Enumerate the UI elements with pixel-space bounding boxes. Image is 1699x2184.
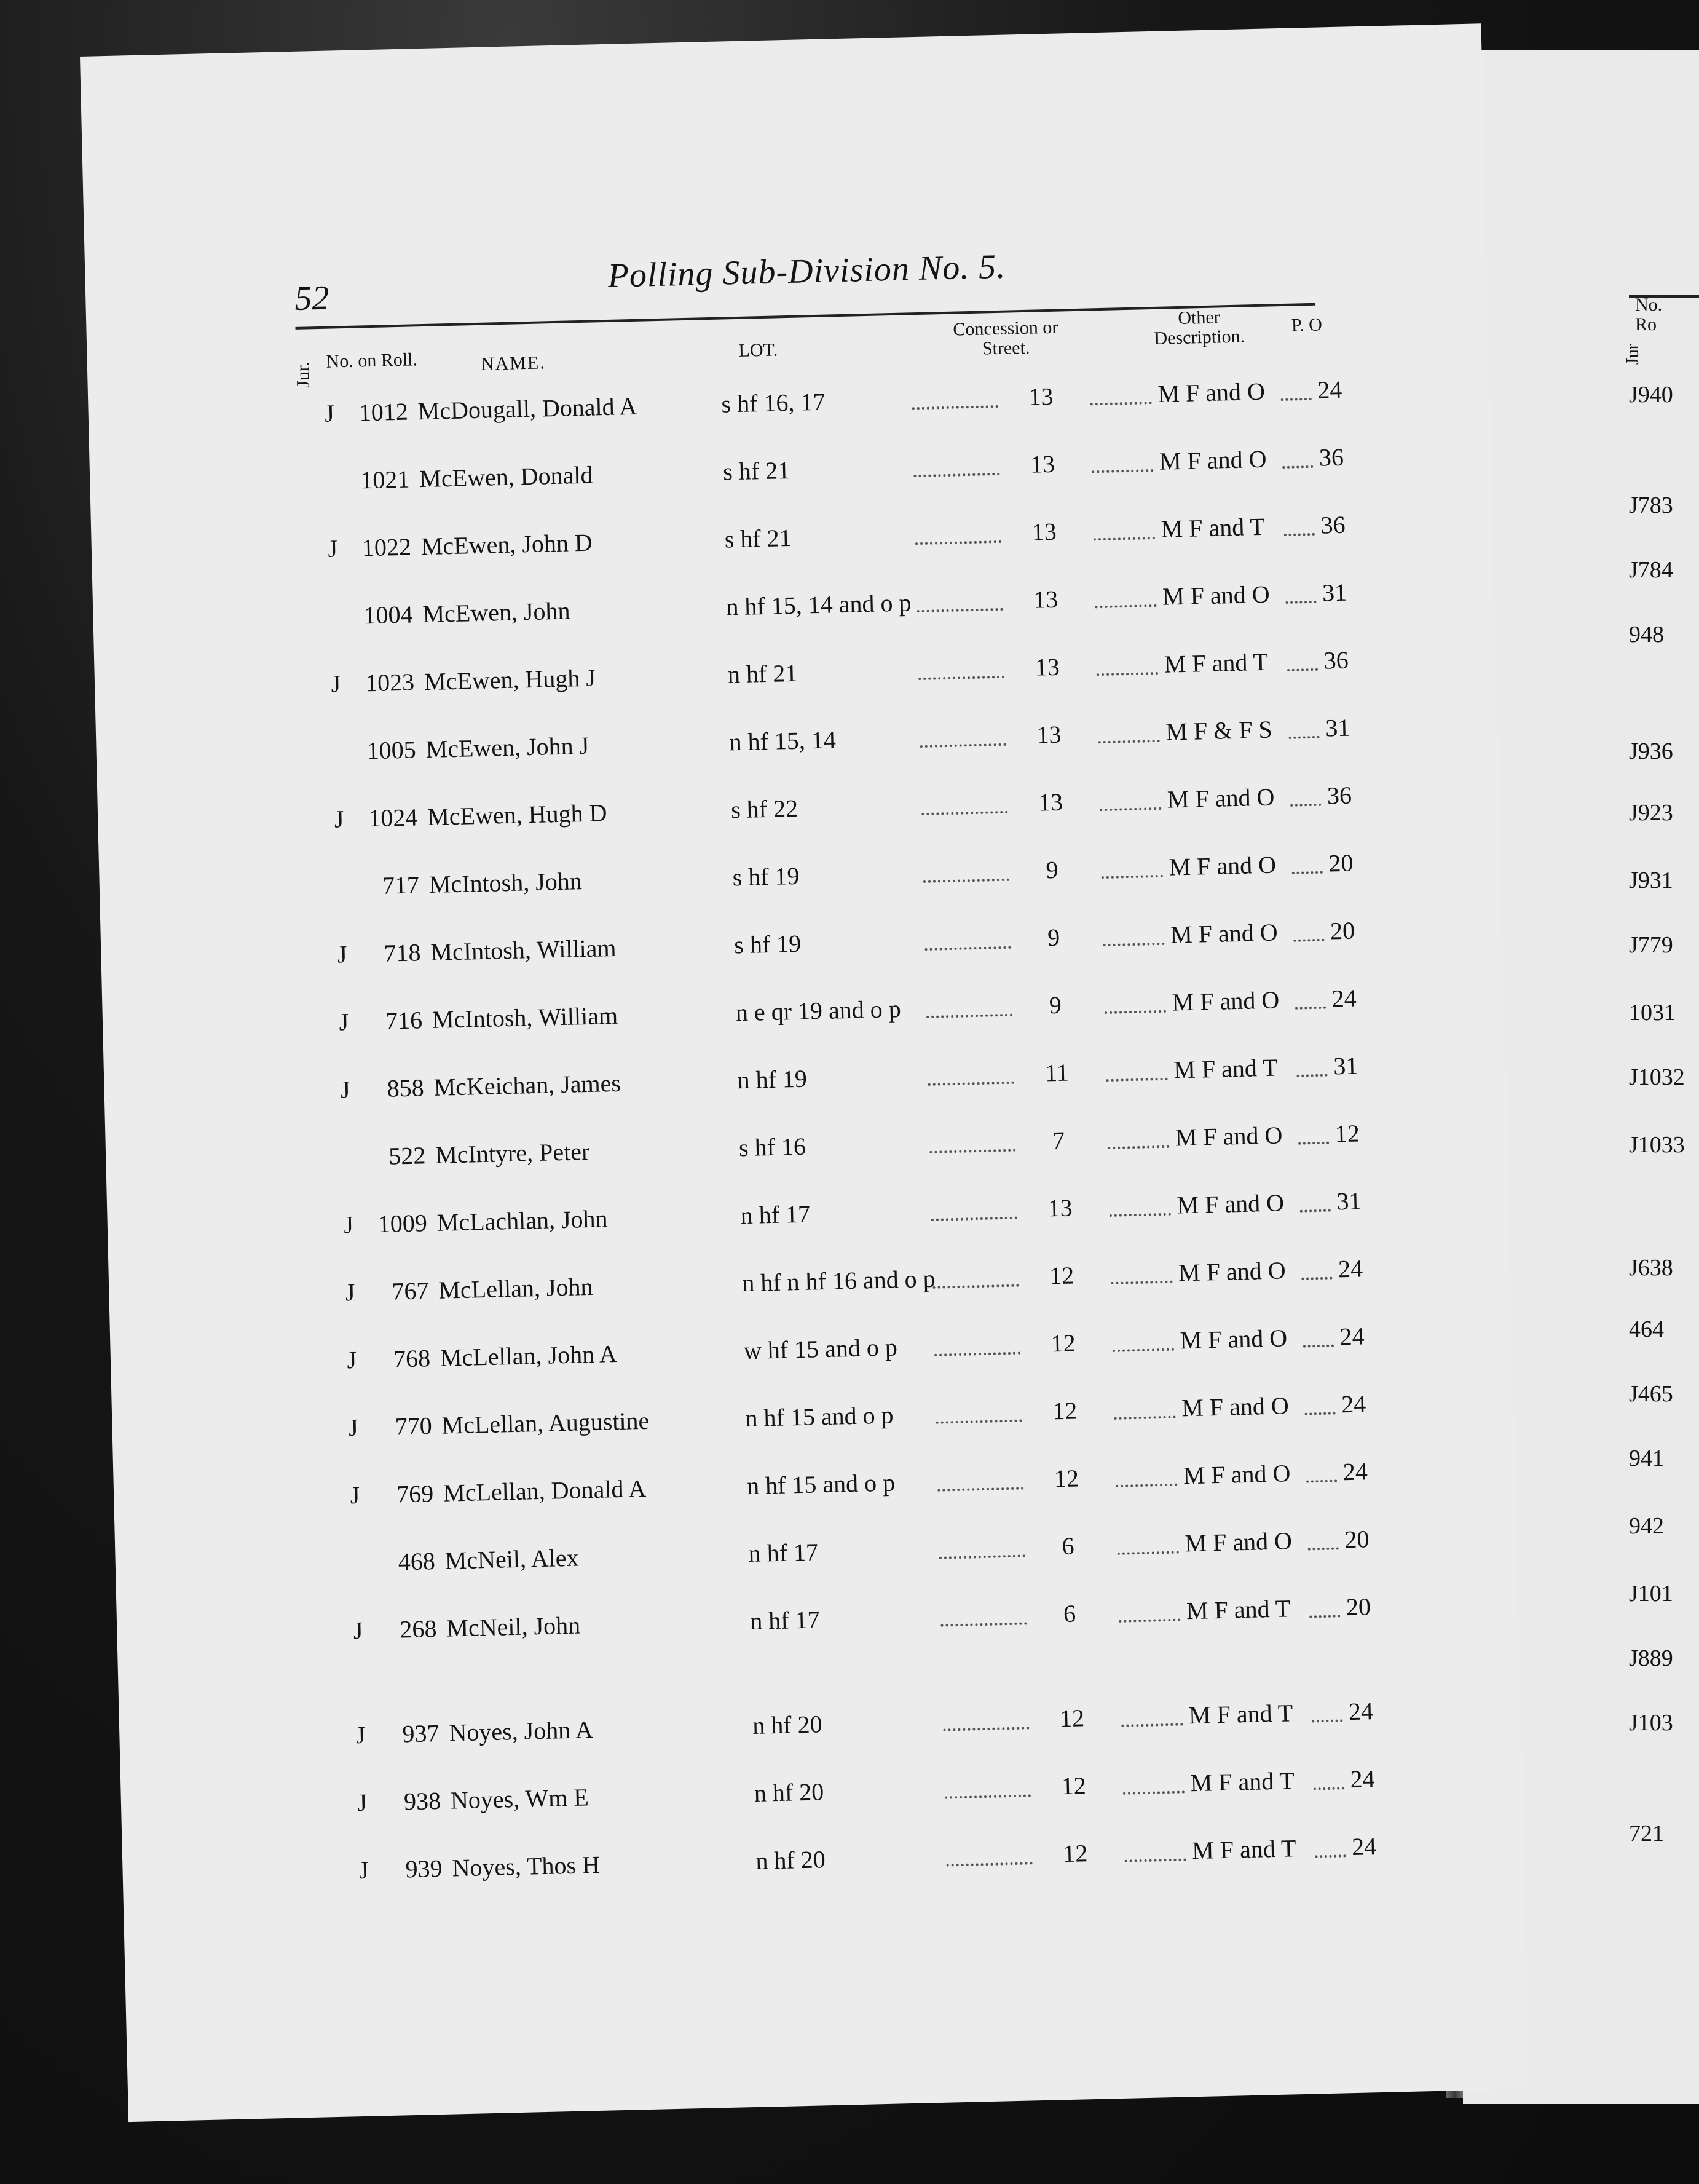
dot-leader: [1284, 533, 1315, 536]
roll-number-cell: 1023: [365, 668, 415, 697]
po-cell: 20: [1330, 916, 1355, 945]
po-cell: 36: [1320, 510, 1346, 539]
page-title: Polling Sub-Division No. 5.: [607, 247, 1006, 295]
table-row: [316, 1182, 1411, 1251]
lot-cell: n hf 19: [736, 1064, 808, 1094]
dot-leader: [1290, 804, 1321, 807]
table-row: [311, 979, 1406, 1048]
lot-cell: n hf 20: [752, 1710, 823, 1739]
facing-page-entry: 941: [1629, 1446, 1664, 1471]
facing-page-entry: 1031: [1629, 1000, 1676, 1026]
roll-number-cell: 858: [387, 1074, 425, 1102]
dot-leader: [1301, 1277, 1332, 1280]
roll-number-cell: 939: [405, 1854, 443, 1883]
description-cell: M F and O: [1176, 1189, 1285, 1219]
description-cell: M F and T: [1190, 1767, 1295, 1797]
jur-cell: J: [343, 1211, 354, 1239]
lot-cell: n hf 15, 14: [729, 726, 837, 756]
dot-leader: [1312, 1719, 1342, 1722]
jur-cell: J: [355, 1720, 366, 1749]
dot-leader: [1298, 1142, 1329, 1145]
name-cell: McEwen, John D: [420, 528, 593, 561]
dot-leader: [1306, 1479, 1337, 1482]
name-cell: McLellan, Donald A: [443, 1474, 647, 1507]
facing-page-entry: J784: [1629, 557, 1673, 583]
dot-leader: [1287, 668, 1318, 671]
jur-cell: J: [337, 940, 348, 968]
facing-page-entry: J101: [1629, 1581, 1673, 1607]
concession-cell: 7: [1052, 1126, 1065, 1155]
lot-cell: s hf 21: [722, 456, 790, 486]
jur-cell: J: [331, 670, 341, 698]
po-cell: 24: [1351, 1832, 1377, 1861]
concession-cell: 13: [1030, 449, 1055, 478]
description-cell: M F and O: [1157, 377, 1266, 408]
table-row: [326, 1587, 1421, 1656]
roll-number-cell: 937: [401, 1719, 440, 1748]
roll-number-cell: 938: [403, 1786, 441, 1816]
name-cell: McIntosh, William: [432, 1001, 618, 1034]
dot-leader: [917, 608, 1003, 612]
roll-number-cell: 770: [395, 1412, 433, 1441]
roll-number-cell: 1022: [361, 532, 412, 562]
roll-number-cell: 768: [393, 1344, 431, 1373]
dot-leader: [923, 879, 1009, 883]
column-header-lot: LOT.: [738, 339, 778, 361]
facing-page-entry: J779: [1629, 932, 1673, 958]
facing-page-entry: J940: [1629, 382, 1673, 408]
table-row: [315, 1114, 1409, 1183]
name-cell: Noyes, Wm E: [450, 1783, 589, 1814]
lot-cell: n hf 17: [748, 1538, 819, 1568]
roll-number-cell: 1004: [363, 600, 414, 630]
po-cell: 24: [1341, 1390, 1366, 1418]
column-header-description: Other Description.: [1154, 307, 1245, 349]
dot-leader: [1111, 1281, 1172, 1284]
concession-cell: 13: [1047, 1193, 1073, 1222]
concession-cell: 13: [1033, 585, 1058, 614]
facing-page-entry: J465: [1629, 1381, 1673, 1407]
lot-cell: n hf 15, 14 and o p: [725, 588, 912, 621]
table-row: [319, 1316, 1414, 1385]
table-row: [329, 1759, 1424, 1828]
description-cell: M F and T: [1173, 1053, 1279, 1084]
dot-leader: [925, 946, 1011, 951]
jur-cell: J: [324, 399, 335, 427]
table-row: [300, 505, 1395, 574]
table-row: [303, 641, 1398, 710]
concession-cell: 12: [1054, 1464, 1079, 1493]
facing-page-entry: 721: [1629, 1821, 1664, 1846]
table-row: [308, 844, 1403, 912]
dot-leader: [947, 1862, 1033, 1866]
facing-page-header: [1635, 295, 1699, 334]
facing-page-entry: J638: [1629, 1255, 1673, 1281]
jur-cell: J: [346, 1345, 357, 1374]
concession-cell: 13: [1038, 788, 1063, 817]
name-cell: McIntosh, John: [428, 867, 583, 898]
dot-leader: [1094, 537, 1155, 540]
roll-number-cell: 1021: [360, 465, 410, 494]
name-cell: McEwen, Hugh J: [424, 663, 596, 696]
dot-leader: [918, 676, 1004, 680]
facing-header-jur: Jur: [1623, 343, 1643, 365]
lot-cell: n hf 15 and o p: [744, 1401, 894, 1433]
facing-page-entry: J103: [1629, 1710, 1673, 1736]
dot-leader: [1123, 1790, 1185, 1794]
document-page: [80, 23, 1530, 2122]
po-cell: 12: [1334, 1119, 1360, 1148]
dot-leader: [1121, 1723, 1183, 1727]
po-cell: 24: [1348, 1697, 1374, 1726]
name-cell: McEwen, John J: [425, 731, 589, 764]
dot-leader: [1095, 604, 1157, 608]
dot-leader: [931, 1217, 1017, 1221]
roll-number-cell: 468: [398, 1547, 436, 1576]
dot-leader: [1303, 1345, 1334, 1348]
dot-leader: [1090, 402, 1152, 405]
dot-leader: [1092, 469, 1153, 473]
facing-page-entry: J936: [1629, 738, 1673, 764]
roll-number-cell: 716: [385, 1006, 423, 1035]
description-cell: M F and O: [1169, 850, 1277, 881]
concession-cell: 12: [1052, 1396, 1078, 1425]
dot-leader: [1309, 1615, 1340, 1618]
table-row: [318, 1249, 1413, 1318]
table-row: [313, 1046, 1408, 1115]
po-cell: 24: [1342, 1457, 1368, 1486]
roll-number-cell: 1012: [358, 397, 409, 427]
facing-header-no: No.: [1635, 295, 1663, 315]
name-cell: McIntosh, William: [430, 933, 617, 966]
roll-number-cell: 767: [391, 1276, 429, 1305]
column-header-po: P. O: [1291, 314, 1323, 336]
dot-leader: [921, 811, 1007, 815]
column-header-jur: Jur.: [293, 361, 314, 389]
concession-cell: 9: [1046, 855, 1059, 884]
concession-cell: 13: [1036, 720, 1062, 749]
description-cell: M F and O: [1175, 1121, 1283, 1152]
lot-cell: s hf 21: [724, 523, 792, 553]
description-cell: M F and O: [1183, 1459, 1291, 1490]
description-cell: M F and O: [1170, 918, 1279, 949]
po-cell: 20: [1346, 1593, 1371, 1621]
dot-leader: [936, 1420, 1022, 1424]
lot-cell: n hf 15 and o p: [746, 1468, 896, 1500]
table-row: [328, 1691, 1423, 1760]
facing-page-entry: J783: [1629, 493, 1673, 518]
concession-cell: 6: [1063, 1599, 1076, 1628]
dot-leader: [1125, 1858, 1186, 1862]
dot-leader: [1102, 875, 1163, 879]
po-cell: 24: [1331, 984, 1357, 1013]
jur-cell: J: [345, 1278, 355, 1307]
concession-cell: 13: [1031, 517, 1057, 546]
jur-cell: J: [350, 1481, 360, 1509]
name-cell: McLachlan, John: [436, 1205, 608, 1236]
facing-page-entry: 948: [1629, 622, 1664, 647]
dot-leader: [926, 1014, 1012, 1018]
concession-cell: 12: [1051, 1329, 1076, 1358]
name-cell: Noyes, Thos H: [452, 1850, 601, 1882]
table-row: [324, 1519, 1419, 1588]
lot-cell: s hf 19: [733, 929, 802, 959]
dot-leader: [1315, 1854, 1346, 1858]
description-cell: M F and T: [1186, 1594, 1291, 1625]
page-number: 52: [294, 279, 330, 318]
table-row: [321, 1384, 1416, 1453]
dot-leader: [940, 1622, 1027, 1626]
po-cell: 31: [1333, 1051, 1358, 1080]
concession-cell: 12: [1061, 1771, 1087, 1800]
dot-leader: [1305, 1412, 1336, 1415]
lot-cell: w hf 15 and o p: [743, 1333, 898, 1365]
name-cell: Noyes, John A: [448, 1715, 594, 1747]
name-cell: McDougall, Donald A: [417, 392, 637, 425]
dot-leader: [1281, 398, 1312, 401]
dot-leader: [1103, 943, 1164, 946]
dot-leader: [1116, 1484, 1177, 1487]
table-row: [302, 573, 1397, 642]
dot-leader: [934, 1352, 1020, 1356]
column-header-concession: Concession or Street.: [953, 317, 1058, 359]
name-cell: McNeil, John: [446, 1611, 581, 1642]
dot-leader: [939, 1554, 1025, 1559]
lot-cell: n hf 17: [749, 1605, 821, 1636]
jur-cell: J: [353, 1616, 363, 1645]
description-cell: M F and O: [1181, 1391, 1290, 1422]
dot-leader: [1295, 1007, 1326, 1010]
po-cell: 20: [1344, 1525, 1370, 1554]
roll-number-cell: 1005: [366, 735, 417, 765]
dot-leader: [943, 1727, 1029, 1731]
concession-cell: 13: [1028, 382, 1054, 411]
po-cell: 31: [1336, 1187, 1362, 1216]
dot-leader: [1113, 1348, 1174, 1352]
name-cell: McEwen, John: [422, 596, 570, 628]
jur-cell: J: [338, 1008, 349, 1036]
jur-cell: J: [340, 1075, 351, 1104]
name-cell: McNeil, Alex: [444, 1543, 580, 1575]
lot-cell: s hf 16: [738, 1132, 806, 1162]
dot-leader: [1097, 672, 1158, 676]
dot-leader: [1108, 1145, 1169, 1149]
table-row: [331, 1827, 1426, 1896]
roll-number-cell: 268: [399, 1615, 437, 1644]
dot-leader: [1308, 1547, 1339, 1550]
po-cell: 24: [1317, 375, 1342, 404]
dot-leader: [929, 1149, 1015, 1153]
concession-cell: 12: [1062, 1839, 1088, 1868]
description-cell: M F and O: [1167, 783, 1275, 813]
facing-header-ro: Ro: [1635, 314, 1657, 334]
facing-page-entry: J1033: [1629, 1132, 1685, 1158]
jur-cell: J: [357, 1788, 368, 1817]
jur-cell: J: [327, 534, 338, 563]
po-cell: 24: [1338, 1254, 1363, 1283]
concession-cell: 12: [1059, 1704, 1085, 1733]
table-row: [310, 911, 1405, 980]
column-header-no-on-roll: No. on Roll.: [326, 349, 418, 372]
dot-leader: [1285, 601, 1316, 604]
dot-leader: [1118, 1551, 1179, 1555]
facing-page-entry: 942: [1629, 1513, 1664, 1539]
lot-cell: n hf 20: [755, 1845, 826, 1875]
lot-cell: n hf n hf 16 and o p: [741, 1264, 936, 1297]
jur-cell: J: [348, 1413, 359, 1442]
dot-leader: [937, 1487, 1023, 1491]
po-cell: 36: [1319, 443, 1344, 472]
po-cell: 31: [1322, 578, 1347, 607]
lot-cell: n hf 21: [727, 659, 798, 689]
po-cell: 36: [1326, 781, 1352, 810]
table-row: [299, 438, 1393, 507]
concession-cell: 9: [1049, 991, 1062, 1019]
name-cell: McLellan, John A: [440, 1340, 618, 1372]
dot-leader: [1292, 871, 1323, 874]
dot-leader: [1300, 1209, 1331, 1213]
column-header-name: NAME.: [480, 352, 546, 374]
dot-leader: [1114, 1416, 1176, 1420]
roll-number-cell: 769: [396, 1479, 434, 1508]
description-cell: M F & F S: [1165, 715, 1273, 746]
name-cell: McLellan, Augustine: [441, 1406, 650, 1439]
description-cell: M F and T: [1161, 512, 1266, 543]
dot-leader: [1106, 1078, 1168, 1082]
dot-leader: [913, 473, 999, 477]
facing-page-entry: 464: [1629, 1316, 1664, 1342]
description-cell: M F and T: [1164, 647, 1269, 678]
dot-leader: [1119, 1619, 1180, 1623]
lot-cell: n hf 17: [740, 1200, 811, 1230]
roll-number-cell: 1009: [377, 1209, 428, 1238]
roll-number-cell: 717: [382, 871, 420, 900]
table-row: [307, 776, 1401, 845]
lot-cell: n hf 20: [754, 1778, 824, 1807]
po-cell: 36: [1323, 646, 1349, 675]
po-cell: 31: [1325, 713, 1350, 742]
jur-cell: J: [334, 805, 344, 833]
description-cell: M F and O: [1159, 445, 1267, 475]
description-cell: M F and O: [1180, 1324, 1288, 1355]
facing-page-entry: J1032: [1629, 1064, 1685, 1090]
dot-leader: [1098, 740, 1160, 743]
dot-leader: [1314, 1787, 1344, 1790]
dot-leader: [920, 743, 1006, 748]
description-cell: M F and O: [1178, 1256, 1287, 1287]
dot-leader: [1100, 807, 1161, 811]
table-row: [305, 708, 1400, 777]
dot-leader: [945, 1794, 1031, 1798]
dot-leader: [933, 1284, 1019, 1289]
lot-cell: s hf 16, 17: [721, 387, 826, 418]
dot-leader: [1289, 736, 1320, 739]
dot-leader: [912, 405, 998, 410]
name-cell: McEwen, Donald: [419, 461, 593, 493]
dot-leader: [1105, 1010, 1166, 1014]
dot-leader: [1297, 1074, 1328, 1077]
description-cell: M F and T: [1191, 1834, 1297, 1865]
name-cell: McIntyre, Peter: [435, 1137, 590, 1169]
lot-cell: s hf 22: [730, 794, 798, 824]
dot-leader: [928, 1082, 1014, 1086]
concession-cell: 13: [1035, 652, 1060, 681]
jur-cell: J: [358, 1856, 369, 1885]
po-cell: 20: [1328, 849, 1354, 877]
dot-leader: [1293, 939, 1324, 942]
lot-cell: n e qr 19 and o p: [735, 994, 902, 1027]
po-cell: 24: [1339, 1322, 1365, 1351]
facing-page-entry: J931: [1629, 868, 1673, 893]
dot-leader: [915, 540, 1001, 545]
roll-number-cell: 718: [383, 938, 422, 967]
description-cell: M F and T: [1188, 1699, 1293, 1730]
concession-cell: 11: [1044, 1058, 1070, 1087]
facing-page-entry: J923: [1629, 800, 1673, 826]
name-cell: McEwen, Hugh D: [427, 799, 607, 831]
concession-cell: 6: [1061, 1532, 1075, 1561]
table-row: [323, 1452, 1417, 1521]
description-cell: M F and O: [1162, 580, 1271, 611]
concession-cell: 9: [1047, 923, 1060, 952]
roll-number-cell: 1024: [368, 803, 418, 833]
po-cell: 24: [1350, 1765, 1376, 1794]
facing-page-entry: J889: [1629, 1645, 1673, 1671]
lot-cell: s hf 19: [732, 861, 800, 892]
description-cell: M F and O: [1172, 986, 1280, 1016]
table-row: [297, 370, 1392, 439]
dot-leader: [1110, 1213, 1171, 1217]
description-cell: M F and O: [1184, 1527, 1293, 1557]
concession-cell: 12: [1049, 1261, 1074, 1290]
name-cell: McKeichan, James: [433, 1069, 621, 1101]
roll-number-cell: 522: [388, 1141, 426, 1170]
name-cell: McLellan, John: [438, 1272, 593, 1304]
dot-leader: [1282, 465, 1313, 469]
